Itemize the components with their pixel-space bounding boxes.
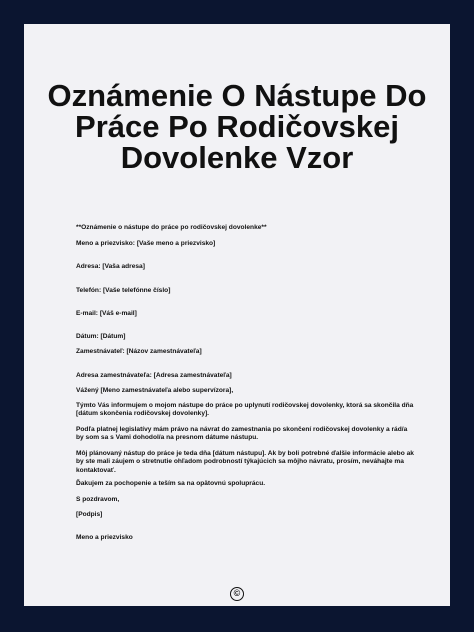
date-line: Dátum: [Dátum] bbox=[76, 333, 126, 340]
phone-line: Telefón: [Vaše telefónne číslo] bbox=[76, 287, 171, 294]
copyright-icon: © bbox=[230, 587, 244, 601]
paragraph-3: Môj plánovaný nástup do práce je teda dňa [dátum nástupu]. Ak by boli potrebné ďalšie informácie alebo ak by ste mali záujem o stretnutie ohľadom podrobností týkajúcich sa môjho návratu, prosím, neváhajte ma kontaktovať. bbox=[76, 450, 414, 474]
salutation: Vážený [Meno zamestnávateľa alebo supervízora], bbox=[76, 387, 234, 394]
title-line-2: Práce Po Rodičovskej bbox=[75, 109, 399, 144]
employer-line: Zamestnávateľ: [Názov zamestnávateľa] bbox=[76, 348, 202, 355]
name-line: Meno a priezvisko: [Vaše meno a priezvisko] bbox=[76, 240, 216, 247]
signature-name: Meno a priezvisko bbox=[76, 534, 133, 541]
thanks-line: Ďakujem za pochopenie a teším sa na opätovnú spoluprácu. bbox=[76, 480, 266, 487]
title-line-3: Dovolenke Vzor bbox=[120, 140, 354, 175]
signature-placeholder: [Podpis] bbox=[76, 511, 103, 518]
paragraph-2: Podľa platnej legislatívy mám právo na návrat do zamestnania po skončení rodičovskej dovolenky a rád/a by som sa s Vami dohodol/a na presnom dátume nástupu. bbox=[76, 426, 408, 442]
employer-address-line: Adresa zamestnávateľa: [Adresa zamestnávateľa] bbox=[76, 372, 232, 379]
address-line: Adresa: [Vaša adresa] bbox=[76, 263, 145, 270]
document-page bbox=[24, 24, 450, 606]
closing-line: S pozdravom, bbox=[76, 496, 120, 503]
paragraph-1: Týmto Vás informujem o mojom nástupe do práce po uplynutí rodičovskej dovolenky, ktorá sa skončila dňa [dátum skončenia rodičovskej dovolenky]. bbox=[76, 402, 414, 418]
letter-heading: **Oznámenie o nástupe do práce po rodičovskej dovolenke** bbox=[76, 224, 267, 231]
email-line: E-mail: [Váš e-mail] bbox=[76, 310, 137, 317]
page-title bbox=[24, 80, 450, 173]
title-line-1: Oznámenie O Nástupe Do bbox=[47, 78, 427, 113]
